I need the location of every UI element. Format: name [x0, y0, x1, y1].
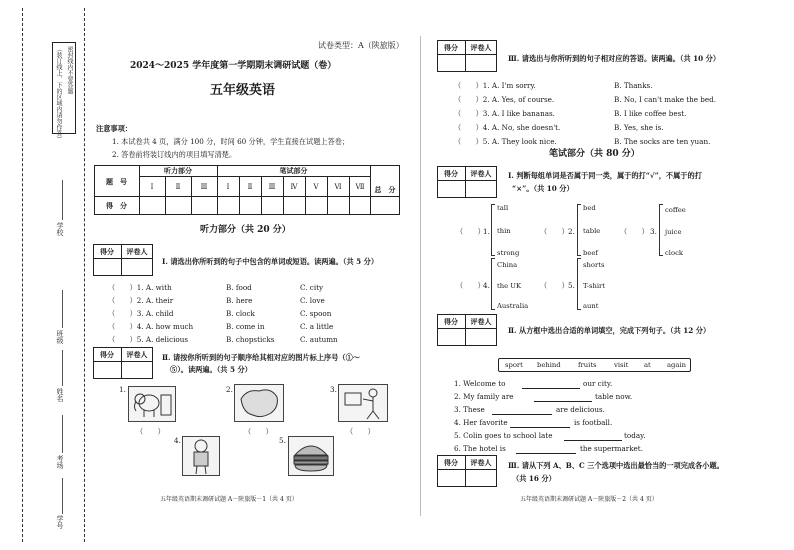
cleaning-picture: [338, 384, 388, 422]
group-word: clock: [665, 249, 683, 257]
writing-q3-instruction: Ⅲ. 请从下列 A、B、C 三个选项中选出最恰当的一项完成各小题。: [508, 461, 724, 470]
q1-option-row: （ ）4. A. how much: [108, 322, 194, 331]
fill-blank[interactable]: [522, 388, 580, 389]
fill-blank[interactable]: [516, 453, 576, 454]
listening-q3-instruction: Ⅲ. 请选出与你所听到的句子相对应的答语。读两遍。（共 10 分）: [508, 54, 721, 63]
sentence-start: 6. The hotel is: [454, 444, 506, 453]
q3-option-a: （ ）4. A. No, she doesn't.: [454, 123, 561, 132]
grader-name-label: 评卷人: [126, 247, 148, 256]
group-word: coffee: [665, 206, 686, 214]
writing-q1-instruction: Ⅰ. 判断每组单词是否属于同一类，属于的打“√”，不属于的打: [508, 171, 702, 180]
table-col-line: [165, 176, 166, 215]
q3-option-b: B. The socks are ten yuan.: [614, 137, 711, 146]
table-col-label: Ⅰ: [150, 183, 154, 191]
sentence-end: today.: [624, 431, 646, 440]
table-col-label: Ⅴ: [313, 183, 319, 191]
listening-heading: 听力部分（共 20 分）: [200, 225, 291, 235]
table-row-line: [139, 176, 370, 177]
picture-number: 1.: [119, 385, 126, 394]
q3-option-a: （ ）1. A. I'm sorry.: [454, 81, 536, 90]
table-col-label: Ⅶ: [355, 183, 365, 191]
q1-option-b: B. chopsticks: [226, 335, 275, 344]
picture-number: 4.: [174, 436, 181, 445]
q3-option-a: （ ）3. A. I like bananas.: [454, 109, 555, 118]
table-header-number: 题 号: [106, 177, 127, 186]
q1-option-c: C. a little: [300, 322, 334, 331]
listening-q2-instruction-2: ⑤）。读两遍。（共 5 分）: [170, 365, 252, 374]
writing-heading: 笔试部分（共 80 分）: [549, 149, 640, 159]
grader-name-label: 评卷人: [126, 350, 148, 359]
table-header-score: 得 分: [106, 201, 127, 210]
grader-score-label: 得分: [100, 350, 114, 359]
table-col-line: [349, 176, 350, 215]
footer-left: 五年级英语期末调研试题 A－陕旅版－1（共 4 页）: [160, 496, 298, 503]
notes-heading: 注意事项：: [96, 124, 132, 133]
grader-box-line: [93, 258, 153, 259]
sentence-start: 1. Welcome to: [454, 379, 506, 388]
sentence-end: table now.: [595, 392, 633, 401]
table-col-label: Ⅲ: [268, 183, 276, 191]
q1-option-c: C. love: [300, 296, 325, 305]
word-bank-word: sport: [505, 361, 523, 369]
sidebar-blank-id: [62, 478, 63, 514]
word-bank-word: visit: [614, 361, 629, 369]
grader-box-line: [437, 328, 497, 329]
group-brace: [491, 258, 495, 310]
sidebar-label-school: 学校: [56, 222, 64, 236]
picture-answer-blank[interactable]: （ ）: [346, 427, 375, 436]
binding-line-outer: [22, 8, 23, 542]
sentence-start: 2. My family are: [454, 392, 514, 401]
group-number: 1.: [483, 227, 490, 236]
group-word: bed: [583, 204, 596, 212]
sidebar-blank-room: [62, 415, 63, 453]
word-bank-word: again: [667, 361, 687, 369]
table-group-writing: 笔试部分: [279, 166, 308, 175]
picture-number: 3.: [330, 385, 337, 394]
q1-option-b: B. come in: [226, 322, 265, 331]
person-picture: [182, 436, 220, 476]
q3-option-b: B. Yes, she is.: [614, 123, 664, 132]
group-number: 2.: [568, 227, 575, 236]
group-brace: [577, 258, 581, 310]
writing-q2-instruction: Ⅱ. 从方框中选出合适的单词填空，完成下列句子。（共 12 分）: [508, 326, 711, 335]
group-word: China: [497, 261, 518, 269]
group-answer-paren[interactable]: （ ）: [540, 227, 569, 236]
group-answer-paren[interactable]: （ ）: [540, 281, 569, 290]
group-word: table: [583, 227, 601, 235]
table-header-total: 总 分: [374, 185, 396, 194]
group-word: strong: [497, 249, 520, 257]
elephant-picture: [128, 386, 176, 422]
word-bank-word: behind: [537, 361, 561, 369]
group-word: tall: [497, 204, 509, 212]
group-number: 4.: [483, 281, 490, 290]
binding-line-inner: [84, 8, 85, 542]
group-answer-paren[interactable]: （ ）: [456, 281, 485, 290]
group-answer-paren[interactable]: （ ）: [456, 227, 485, 236]
exam-title: 2024～2025 学年度第一学期期末调研试题（卷）: [130, 61, 337, 71]
binding-notice-text2: 密封线内不要答题: [66, 46, 73, 94]
sidebar-label-id: 学号: [56, 515, 64, 529]
picture-number: 5.: [279, 436, 286, 445]
fill-blank[interactable]: [492, 414, 552, 415]
q1-option-c: C. autumn: [300, 335, 338, 344]
binding-notice-text: （装订线上、下的区域内请勿作答）: [55, 46, 62, 142]
grader-score-label: 得分: [444, 43, 458, 52]
group-answer-paren[interactable]: （ ）: [620, 227, 649, 236]
fill-blank[interactable]: [564, 440, 622, 441]
grader-box-line: [437, 469, 497, 470]
sentence-end: the supermarket.: [580, 444, 643, 453]
table-col-label: Ⅰ: [226, 183, 230, 191]
table-col-line: [327, 176, 328, 215]
group-word: aunt: [583, 302, 599, 310]
note-1: 1. 本试卷共 4 页，满分 100 分，时间 60 分钟，学生直接在试题上答卷；: [112, 137, 350, 146]
picture-number: 2.: [226, 385, 233, 394]
grader-score-label: 得分: [100, 247, 114, 256]
picture-answer-blank[interactable]: （ ）: [136, 427, 165, 436]
grader-score-label: 得分: [444, 317, 458, 326]
page-divider: [420, 36, 421, 516]
q1-option-c: C. spoon: [300, 309, 332, 318]
group-brace: [659, 204, 663, 256]
q1-option-row: （ ）1. A. with: [108, 283, 172, 292]
listening-q2-instruction: Ⅱ. 请按你所听到的句子顺序给其相对应的图片标上序号（①～: [162, 353, 360, 362]
sidebar-label-class: 班级: [56, 330, 64, 344]
q1-option-c: C. city: [300, 283, 324, 292]
grader-score-label: 得分: [444, 169, 458, 178]
table-col-line: [261, 176, 262, 215]
exam-subtitle: 五年级英语: [210, 83, 276, 98]
hamburger-picture: [288, 436, 334, 476]
grader-name-label: 评卷人: [470, 317, 492, 326]
sentence-start: 5. Colin goes to school late: [454, 431, 553, 440]
table-col-label: Ⅱ: [247, 183, 253, 191]
q1-option-b: B. here: [226, 296, 253, 305]
writing-q3-instruction-2: （共 16 分）: [512, 474, 556, 483]
writing-q1-instruction-2: “×”。（共 10 分）: [512, 184, 574, 193]
sentence-end: is football.: [574, 418, 613, 427]
group-word: juice: [665, 228, 682, 236]
q3-option-a: （ ）5. A. They look nice.: [454, 137, 557, 146]
table-col-line: [191, 176, 192, 215]
table-col-line: [283, 176, 284, 215]
table-col-label: Ⅳ: [290, 183, 298, 191]
picture-answer-blank[interactable]: （ ）: [244, 427, 273, 436]
word-bank-word: at: [644, 361, 651, 369]
sentence-start: 4. Her favorite: [454, 418, 508, 427]
listening-q1-instruction: Ⅰ. 请选出你所听到的句子中包含的单词或短语。读两遍。（共 5 分）: [162, 257, 379, 266]
grader-name-label: 评卷人: [470, 169, 492, 178]
sidebar-blank-school: [62, 180, 63, 220]
group-brace: [491, 204, 495, 256]
sidebar-blank-class: [62, 290, 63, 328]
paper-type: 试卷类型：A（陕旅版）: [318, 41, 404, 50]
grader-score-label: 得分: [444, 458, 458, 467]
q3-option-a: （ ）2. A. Yes, of course.: [454, 95, 555, 104]
sentence-start: 3. These: [454, 405, 485, 414]
sentence-end: our city.: [583, 379, 613, 388]
group-word: beef: [583, 249, 598, 257]
q3-option-b: B. Thanks.: [614, 81, 653, 90]
group-word: shorts: [583, 261, 605, 269]
grader-box-line: [437, 54, 497, 55]
grader-box-line: [93, 361, 153, 362]
q1-option-row: （ ）2. A. their: [108, 296, 174, 305]
table-group-listening: 听力部分: [164, 166, 192, 175]
table-col-label: Ⅲ: [200, 183, 208, 191]
table-col-label: Ⅱ: [175, 183, 181, 191]
table-col-line: [305, 176, 306, 215]
grader-box-line: [437, 180, 497, 181]
table-col-label: Ⅵ: [334, 183, 342, 191]
grader-name-label: 评卷人: [470, 458, 492, 467]
q3-option-b: B. I like coffee best.: [614, 109, 687, 118]
grader-name-label: 评卷人: [470, 43, 492, 52]
group-number: 3.: [650, 227, 657, 236]
footer-right: 五年级英语期末调研试题 A－陕旅版－2（共 4 页）: [520, 496, 658, 503]
note-2: 2. 答卷前将装订线内的项目填写清楚。: [112, 150, 237, 159]
group-word: Australia: [497, 302, 529, 310]
group-number: 5.: [568, 281, 575, 290]
group-word: thin: [497, 227, 511, 235]
q1-option-row: （ ）5. A. delicious: [108, 335, 189, 344]
sidebar-label-room: 考场: [56, 455, 64, 469]
table-col-line: [239, 176, 240, 215]
q1-option-b: B. clock: [226, 309, 255, 318]
q3-option-b: B. No, I can't make the bed.: [614, 95, 717, 104]
fill-blank[interactable]: [510, 427, 570, 428]
sidebar-label-name: 姓名: [56, 388, 64, 402]
china-map-picture: [234, 384, 284, 422]
q1-option-row: （ ）3. A. child: [108, 309, 174, 318]
group-word: T-shirt: [583, 282, 605, 290]
q1-option-b: B. food: [226, 283, 252, 292]
word-bank-word: fruits: [578, 361, 597, 369]
group-word: the UK: [497, 282, 522, 290]
fill-blank[interactable]: [534, 401, 592, 402]
sentence-end: are delicious.: [556, 405, 605, 414]
sidebar-blank-name: [62, 350, 63, 386]
group-brace: [577, 204, 581, 256]
